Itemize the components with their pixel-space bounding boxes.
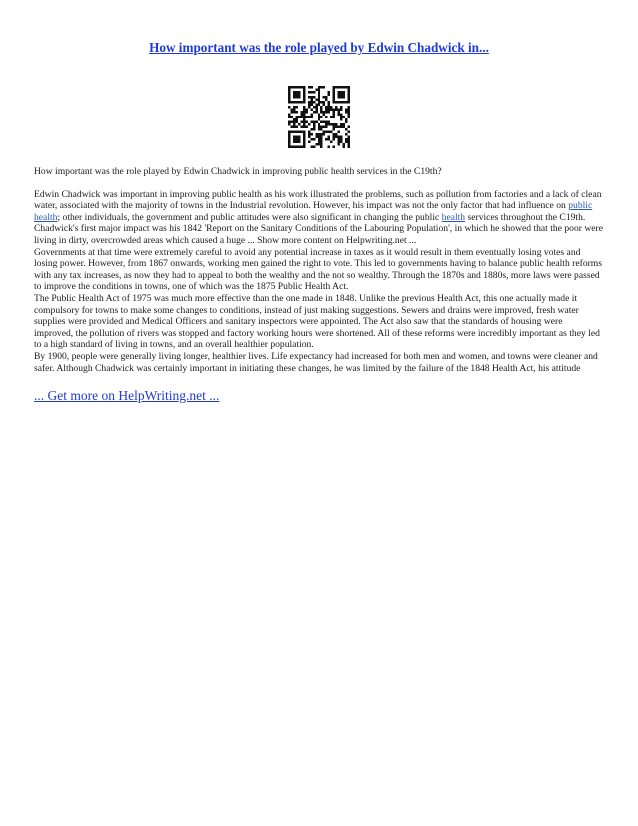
paragraph-2: Chadwick's first major impact was his 1842 'Report on the Sanitary Conditions of the Labouring Population', in which he showed that the poor were living in dirty, overcrowded areas which caused a huge ... Show more content on Helpwriting.net ...	[34, 223, 603, 246]
paragraph-3: Governments at that time were extremely careful to avoid any potential increase in taxes as it would result in them eventually losing votes and losing power. However, from 1867 onwards, working men gained the right to vote. This led to governments having to balance public health reforms with any tax increases, as now they had to appeal to both the wealthy and the not so wealthy. Through the 1870s and 1880s, more laws were passed to improve the conditions in towns, one of which was the 1875 Public Health Act.	[34, 246, 603, 293]
public-health-link[interactable]: public health	[34, 200, 593, 223]
paragraph-4: The Public Health Act of 1975 was much more effective than the one made in 1848. Unlike the previous Health Act, this one actually made it compulsory for towns to make some changes to conditions, instead of just making suggestions. Sewers and drains were improved, fresh water supplies were provided and Medical Officers and sanitary inspectors were appointed. The Act also saw that the standards of housing were improved, the pollution of rivers was stopped and factory working hours were shortened. All of these reforms were incredibly important as they led to a high standard of living in towns, and an overall healthier population.	[34, 292, 600, 351]
document-page	[34, 0, 604, 404]
paragraph-1: Edwin Chadwick was important in improving public health as his work illustrated the problems, such as pollution from factories and a lack of clean water, associated with the majority of towns in the Industrial revolution. However, his impact was not the only factor that had influence on public health; other individuals, the government and public attitudes were also significant in changing the public health services throughout the C19th.	[34, 188, 602, 223]
essay-question: How important was the role played by Edwin Chadwick in improving public health services in the C19th?	[34, 166, 442, 177]
document-title-link[interactable]: How important was the role played by Edwin Chadwick in...	[149, 40, 489, 55]
qr-code-icon	[288, 86, 350, 148]
paragraph-5: By 1900, people were generally living longer, healthier lives. Life expectancy had increased for both men and women, and towns were cleaner and safer. Although Chadwick was certainly important in initiating these changes, he was limited by the failure of the 1848 Health Act, his attitude	[34, 350, 598, 374]
essay-body	[34, 189, 604, 375]
health-link[interactable]: health	[441, 211, 466, 223]
get-more-link[interactable]: ... Get more on HelpWriting.net ...	[34, 388, 220, 404]
